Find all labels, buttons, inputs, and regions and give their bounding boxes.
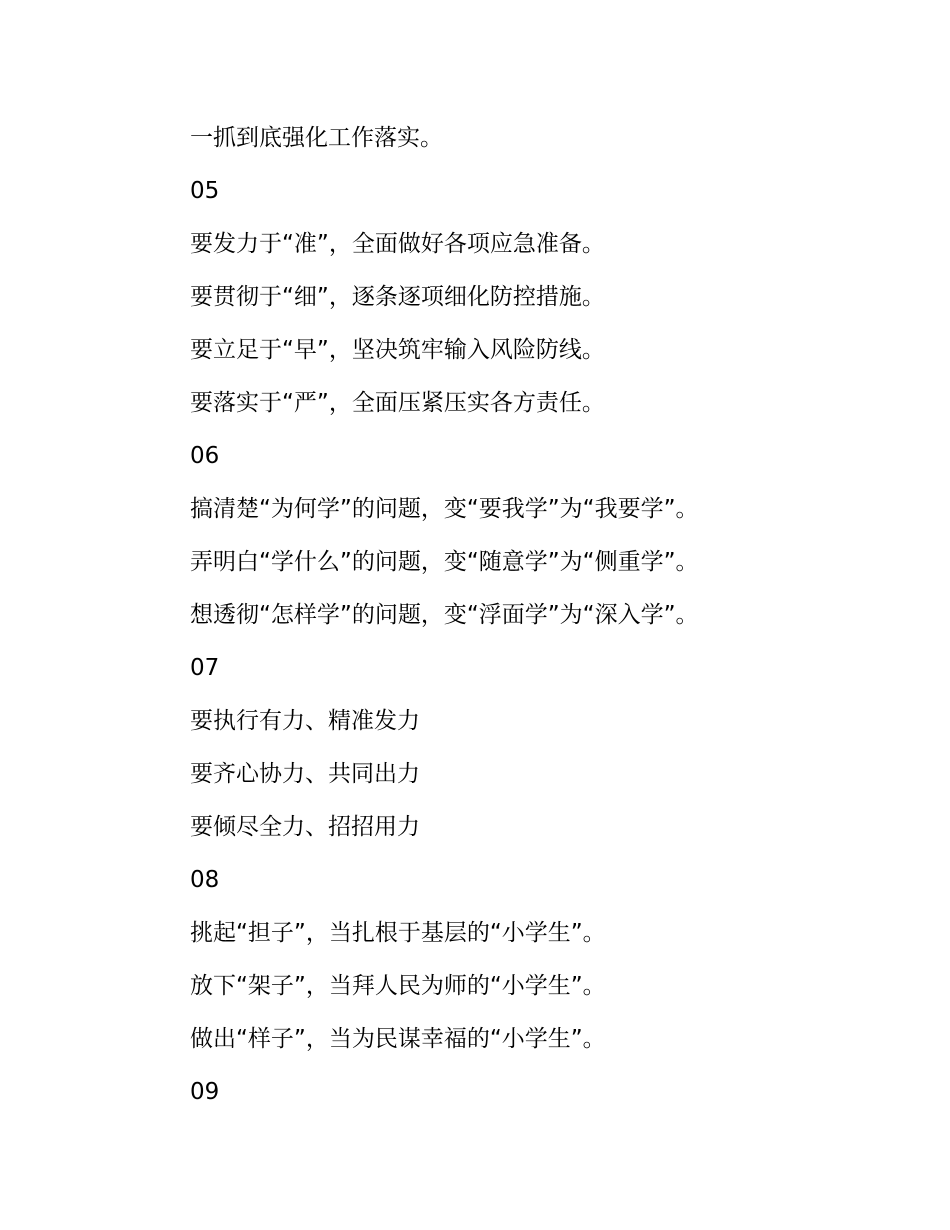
text-line: 想透彻“怎样学”的问题，变“浮面学”为“深入学”。	[190, 602, 699, 628]
text-line: 弄明白“学什么”的问题，变“随意学”为“侧重学”。	[190, 549, 699, 575]
section-number: 09	[190, 1079, 220, 1105]
section-number: 06	[190, 443, 220, 469]
section-number: 07	[190, 655, 220, 681]
text-line: 挑起“担子”，当扎根于基层的“小学生”。	[190, 920, 606, 946]
text-line: 搞清楚“为何学”的问题，变“要我学”为“我要学”。	[190, 496, 699, 522]
text-line: 要执行有力、精准发力	[190, 708, 420, 734]
text-line: 要齐心协力、共同出力	[190, 761, 420, 787]
text-line: 一抓到底强化工作落实。	[190, 125, 443, 151]
text-line: 做出“样子”，当为民谋幸福的“小学生”。	[190, 1026, 606, 1052]
section-number: 08	[190, 867, 220, 893]
text-line: 要发力于“准”，全面做好各项应急准备。	[190, 231, 605, 257]
text-line: 要立足于“早”，坚决筑牢输入风险防线。	[190, 337, 605, 363]
text-line: 要贯彻于“细”，逐条逐项细化防控措施。	[190, 284, 605, 310]
text-line: 要落实于“严”，全面压紧压实各方责任。	[190, 390, 605, 416]
document-body	[190, 112, 890, 1119]
text-line: 放下“架子”，当拜人民为师的“小学生”。	[190, 973, 606, 999]
section-number: 05	[190, 178, 220, 204]
text-line: 要倾尽全力、招招用力	[190, 814, 420, 840]
